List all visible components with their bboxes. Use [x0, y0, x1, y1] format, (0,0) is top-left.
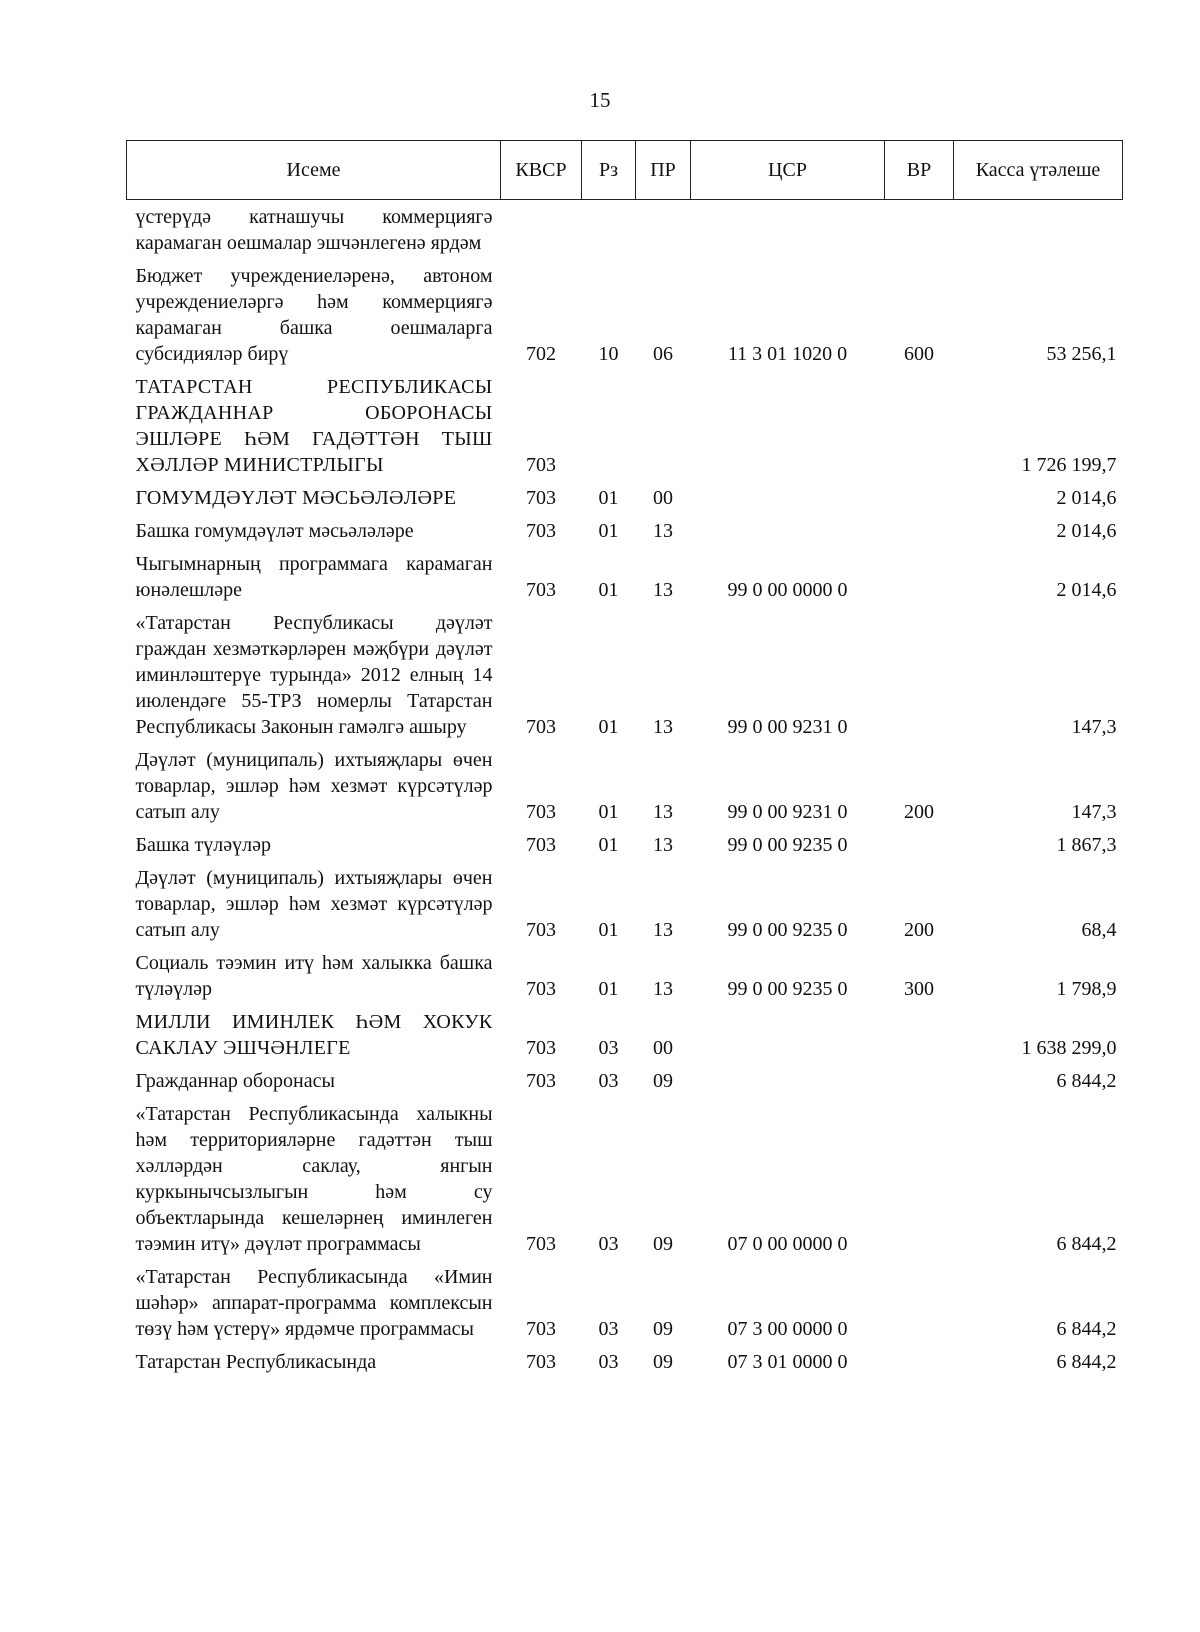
- row-vr: [885, 1345, 954, 1378]
- row-csr: 07 3 01 0000 0: [727, 1351, 848, 1373]
- row-rz: 01: [598, 978, 619, 1000]
- row-csr: 07 0 00 0000 0: [727, 1233, 848, 1255]
- row-kassa: 1 638 299,0: [1021, 1037, 1117, 1059]
- row-csr: 07 3 00 0000 0: [727, 1318, 848, 1340]
- row-vr: [885, 481, 954, 514]
- row-csr: [691, 1064, 885, 1097]
- row-name: Татарстан Республикасында: [135, 1351, 377, 1373]
- row-rz: 01: [598, 801, 619, 823]
- table-row: [127, 1097, 1123, 1260]
- row-kassa: 147,3: [1071, 801, 1117, 823]
- row-csr: [691, 514, 885, 547]
- row-pr: 13: [653, 716, 673, 738]
- row-pr: 13: [653, 834, 673, 856]
- row-kvsr: 703: [526, 1351, 556, 1373]
- row-rz: 01: [598, 520, 619, 542]
- table-row: [127, 743, 1123, 828]
- row-kvsr: 703: [526, 487, 556, 509]
- row-rz: 03: [598, 1233, 619, 1255]
- header-kassa: Касса үтәлеше: [954, 141, 1123, 200]
- row-name: «Татарстан Республикасында халыкны һәм территорияләрне гадәттән тыш хәлләрдән саклау, янгын куркынычсызлыгын һәм су объектларында кешеләрнең иминлеген тәэмин итү» дәүләт программасы: [135, 1103, 493, 1255]
- row-csr: [691, 200, 885, 260]
- row-vr: [885, 1005, 954, 1064]
- row-pr: [636, 200, 691, 260]
- row-csr: 99 0 00 9231 0: [727, 716, 848, 738]
- row-rz: [582, 200, 636, 260]
- row-rz: [582, 370, 636, 481]
- row-kvsr: 703: [526, 1233, 556, 1255]
- row-pr: 13: [653, 919, 673, 941]
- table-row: [127, 200, 1123, 260]
- row-kassa: 53 256,1: [1046, 343, 1117, 365]
- row-kassa: 2 014,6: [1056, 579, 1117, 601]
- row-rz: 03: [598, 1037, 619, 1059]
- table-row: [127, 370, 1123, 481]
- budget-table: [126, 140, 1123, 1378]
- row-csr: [691, 370, 885, 481]
- row-pr: [636, 370, 691, 481]
- row-rz: 01: [598, 716, 619, 738]
- row-rz: 01: [598, 834, 619, 856]
- row-rz: 03: [598, 1351, 619, 1373]
- row-name: Чыгымнарның программага карамаган юнәлешләре: [135, 553, 493, 601]
- table-row: [127, 1260, 1123, 1345]
- row-csr: 99 0 00 9235 0: [727, 834, 848, 856]
- row-name: Бюджет учреждениеләренә, автоном учреждениеләргә һәм коммерциягә карамаган башка оешмаларга субсидияләр бирү: [135, 265, 493, 365]
- row-name: МИЛЛИ ИМИНЛЕК ҺӘМ ХОКУК САКЛАУ ЭШЧӘНЛЕГЕ: [135, 1011, 493, 1059]
- table-row: [127, 1345, 1123, 1378]
- row-kvsr: 703: [526, 454, 556, 476]
- table-row: [127, 481, 1123, 514]
- row-name: Социаль тәэмин итү һәм халыкка башка түләүләр: [135, 952, 493, 1000]
- row-kvsr: 703: [526, 1037, 556, 1059]
- row-vr: [885, 606, 954, 743]
- row-kassa: 6 844,2: [1056, 1351, 1117, 1373]
- table-header: [127, 141, 1123, 200]
- row-vr: [885, 514, 954, 547]
- row-rz: 03: [598, 1318, 619, 1340]
- header-pr: ПР: [636, 141, 691, 200]
- row-name: «Татарстан Республикасы дәүләт граждан хезмәткәрләрен мәҗбүри дәүләт иминләштерүе турында» 2012 елның 14 июлендәге 55-ТРЗ номерлы Татарстан Республикасы Законын гамәлгә ашыру: [135, 612, 493, 738]
- row-kassa: 6 844,2: [1056, 1318, 1117, 1340]
- row-rz: 01: [598, 487, 619, 509]
- row-rz: 03: [598, 1070, 619, 1092]
- table-row: [127, 1005, 1123, 1064]
- row-kassa: 6 844,2: [1056, 1233, 1117, 1255]
- row-name: үстерүдә катнашучы коммерциягә карамаган оешмалар эшчәнлегенә ярдәм: [135, 206, 493, 254]
- header-rz: Рз: [582, 141, 636, 200]
- header-vr: ВР: [885, 141, 954, 200]
- row-vr: [885, 370, 954, 481]
- row-csr: 99 0 00 9235 0: [727, 978, 848, 1000]
- row-vr: [885, 1097, 954, 1260]
- row-kassa: 2 014,6: [1056, 520, 1117, 542]
- header-name: Исеме: [127, 141, 501, 200]
- table-row: [127, 514, 1123, 547]
- row-kassa: 6 844,2: [1056, 1070, 1117, 1092]
- table-row: [127, 259, 1123, 370]
- row-vr: 600: [904, 343, 934, 365]
- row-vr: [885, 1064, 954, 1097]
- row-vr: [885, 547, 954, 606]
- row-kvsr: 703: [526, 1070, 556, 1092]
- row-kvsr: 703: [526, 801, 556, 823]
- row-kvsr: 703: [526, 919, 556, 941]
- row-name: ГОМУМДӘҮЛӘТ МӘСЬӘЛӘЛӘРЕ: [135, 487, 457, 509]
- row-pr: 09: [653, 1233, 673, 1255]
- table-row: [127, 1064, 1123, 1097]
- row-vr: [885, 828, 954, 861]
- row-kassa: 147,3: [1071, 716, 1117, 738]
- row-csr: 99 0 00 0000 0: [727, 579, 848, 601]
- table-row: [127, 828, 1123, 861]
- row-csr: [691, 481, 885, 514]
- row-pr: 13: [653, 978, 673, 1000]
- row-kvsr: 703: [526, 716, 556, 738]
- header-csr: ЦСР: [691, 141, 885, 200]
- row-csr: 11 3 01 1020 0: [727, 343, 848, 365]
- row-name: «Татарстан Республикасында «Имин шәһәр» аппарат-программа комплексын төзү һәм үстерү» ярдәмче программасы: [135, 1266, 493, 1340]
- row-pr: 09: [653, 1318, 673, 1340]
- row-pr: 06: [653, 343, 673, 365]
- table-row: [127, 946, 1123, 1005]
- row-vr: 200: [904, 919, 934, 941]
- row-kvsr: 703: [526, 579, 556, 601]
- row-vr: [885, 1260, 954, 1345]
- row-pr: 09: [653, 1070, 673, 1092]
- row-name: Дәүләт (муниципаль) ихтыяҗлары өчен товарлар, эшләр һәм хезмәт күрсәтүләр сатып алу: [135, 867, 493, 941]
- row-rz: 01: [598, 919, 619, 941]
- row-kvsr: 703: [526, 520, 556, 542]
- row-pr: 13: [653, 520, 673, 542]
- row-name: Башка түләүләр: [135, 834, 272, 856]
- row-name: Дәүләт (муниципаль) ихтыяҗлары өчен товарлар, эшләр һәм хезмәт күрсәтүләр сатып алу: [135, 749, 493, 823]
- row-kvsr: [501, 200, 582, 260]
- table-row: [127, 861, 1123, 946]
- row-pr: 00: [653, 487, 673, 509]
- page-number: 15: [589, 88, 611, 112]
- row-name: Гражданнар оборонасы: [135, 1070, 335, 1092]
- table-row: [127, 606, 1123, 743]
- row-csr: [691, 1005, 885, 1064]
- row-kvsr: 703: [526, 978, 556, 1000]
- row-name: ТАТАРСТАН РЕСПУБЛИКАСЫ ГРАЖДАННАР ОБОРОНАСЫ ЭШЛӘРЕ ҺӘМ ГАДӘТТӘН ТЫШ ХӘЛЛӘР МИНИСТРЛЫГЫ: [135, 376, 493, 476]
- row-pr: 00: [653, 1037, 673, 1059]
- row-pr: 13: [653, 801, 673, 823]
- row-kassa: 1 867,3: [1056, 834, 1117, 856]
- row-rz: 10: [598, 343, 619, 365]
- row-vr: 300: [904, 978, 934, 1000]
- row-pr: 09: [653, 1351, 673, 1373]
- row-kassa: 68,4: [1081, 919, 1117, 941]
- row-csr: 99 0 00 9235 0: [727, 919, 848, 941]
- row-kassa: 1 798,9: [1056, 978, 1117, 1000]
- header-kvsr: КВСР: [501, 141, 582, 200]
- row-vr: 200: [904, 801, 934, 823]
- row-name: Башка гомумдәүләт мәсьәләләре: [135, 520, 414, 542]
- row-pr: 13: [653, 579, 673, 601]
- row-vr: [885, 200, 954, 260]
- row-csr: 99 0 00 9231 0: [727, 801, 848, 823]
- table-body: [127, 200, 1123, 1379]
- row-kvsr: 703: [526, 1318, 556, 1340]
- row-kassa: 1 726 199,7: [1021, 454, 1117, 476]
- row-kvsr: 702: [526, 343, 556, 365]
- row-kassa: 2 014,6: [1056, 487, 1117, 509]
- row-rz: 01: [598, 579, 619, 601]
- table-row: [127, 547, 1123, 606]
- row-kassa: [954, 200, 1123, 260]
- row-kvsr: 703: [526, 834, 556, 856]
